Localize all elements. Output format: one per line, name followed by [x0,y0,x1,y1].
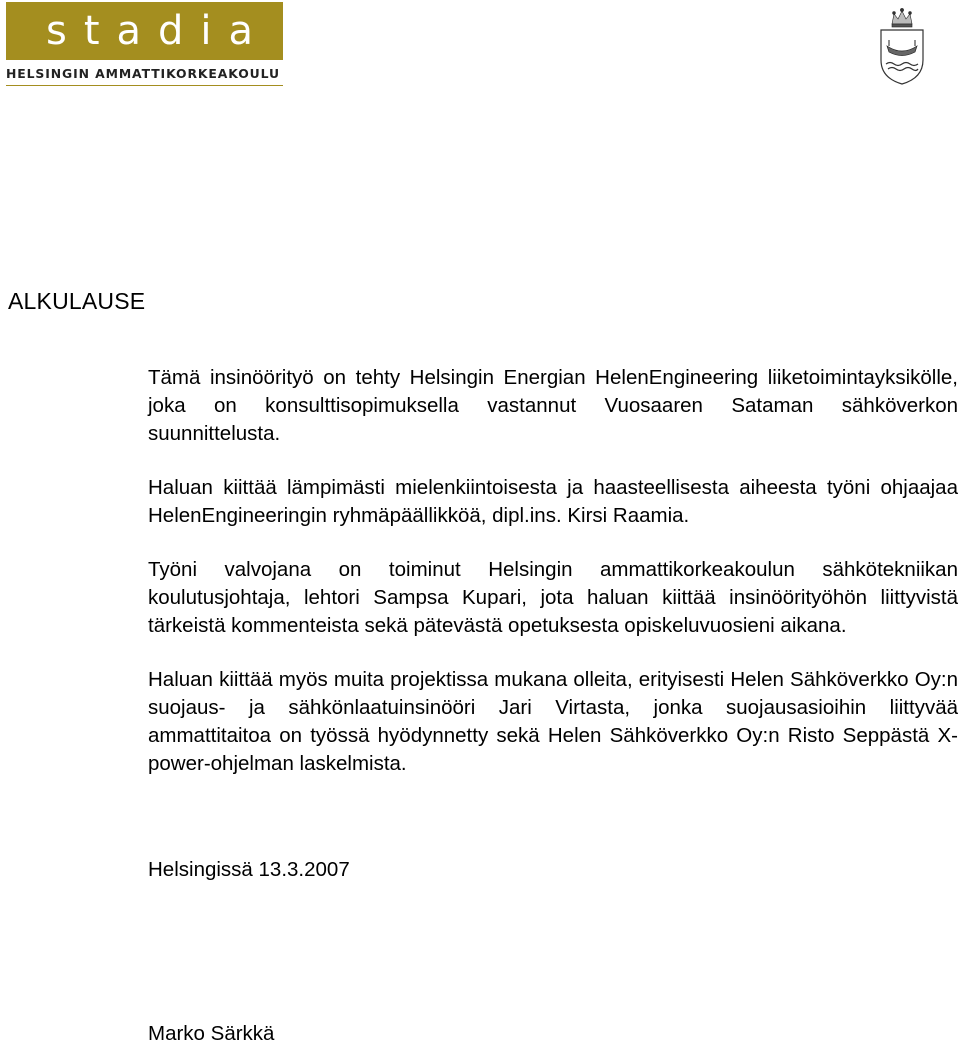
document-body [148,364,958,804]
logo-wordmark: stadia [46,8,271,54]
document-title: ALKULAUSE [8,288,146,314]
logo-divider [6,85,283,86]
paragraph: Tämä insinöörityö on tehty Helsingin Energian HelenEngineering liiketoimintayksikölle, joka on konsulttisopimuksella vastannut Vuosaaren Sataman sähköverkon suunnittelusta. [148,366,958,445]
helsinki-coat-of-arms-icon [878,2,926,86]
date-line: Helsingissä 13.3.2007 [148,858,350,881]
stadia-logo [6,2,283,86]
logo-banner [6,2,283,60]
logo-subtitle: HELSINGIN AMMATTIKORKEAKOULU [6,66,280,81]
signature: Marko Särkkä [148,1022,275,1045]
paragraph: Haluan kiittää myös muita projektissa mukana olleita, erityisesti Helen Sähköverkko Oy:n suojaus- ja sähkönlaatuinsinööri Jari Virtasta, jonka suojausasioihin liittyvää ammattitaitoa on työssä hyödynnetty sekä Helen Sähköverkko Oy:n Risto Seppästä X-power-ohjelman laskelmista. [148,668,958,775]
paragraph: Työni valvojana on toiminut Helsingin ammattikorkeakoulun sähkötekniikan koulutusjohtaja, lehtori Sampsa Kupari, jota haluan kiittää insinöörityöhön liittyvistä tärkeistä kommenteista sekä pätevästä opetuksesta opiskeluvuosieni aikana. [148,558,958,637]
paragraph: Haluan kiittää lämpimästi mielenkiintoisesta ja haasteellisesta aiheesta työni ohjaajaa HelenEngineeringin ryhmäpäällikköä, dipl.ins. Kirsi Raamia. [148,476,958,527]
